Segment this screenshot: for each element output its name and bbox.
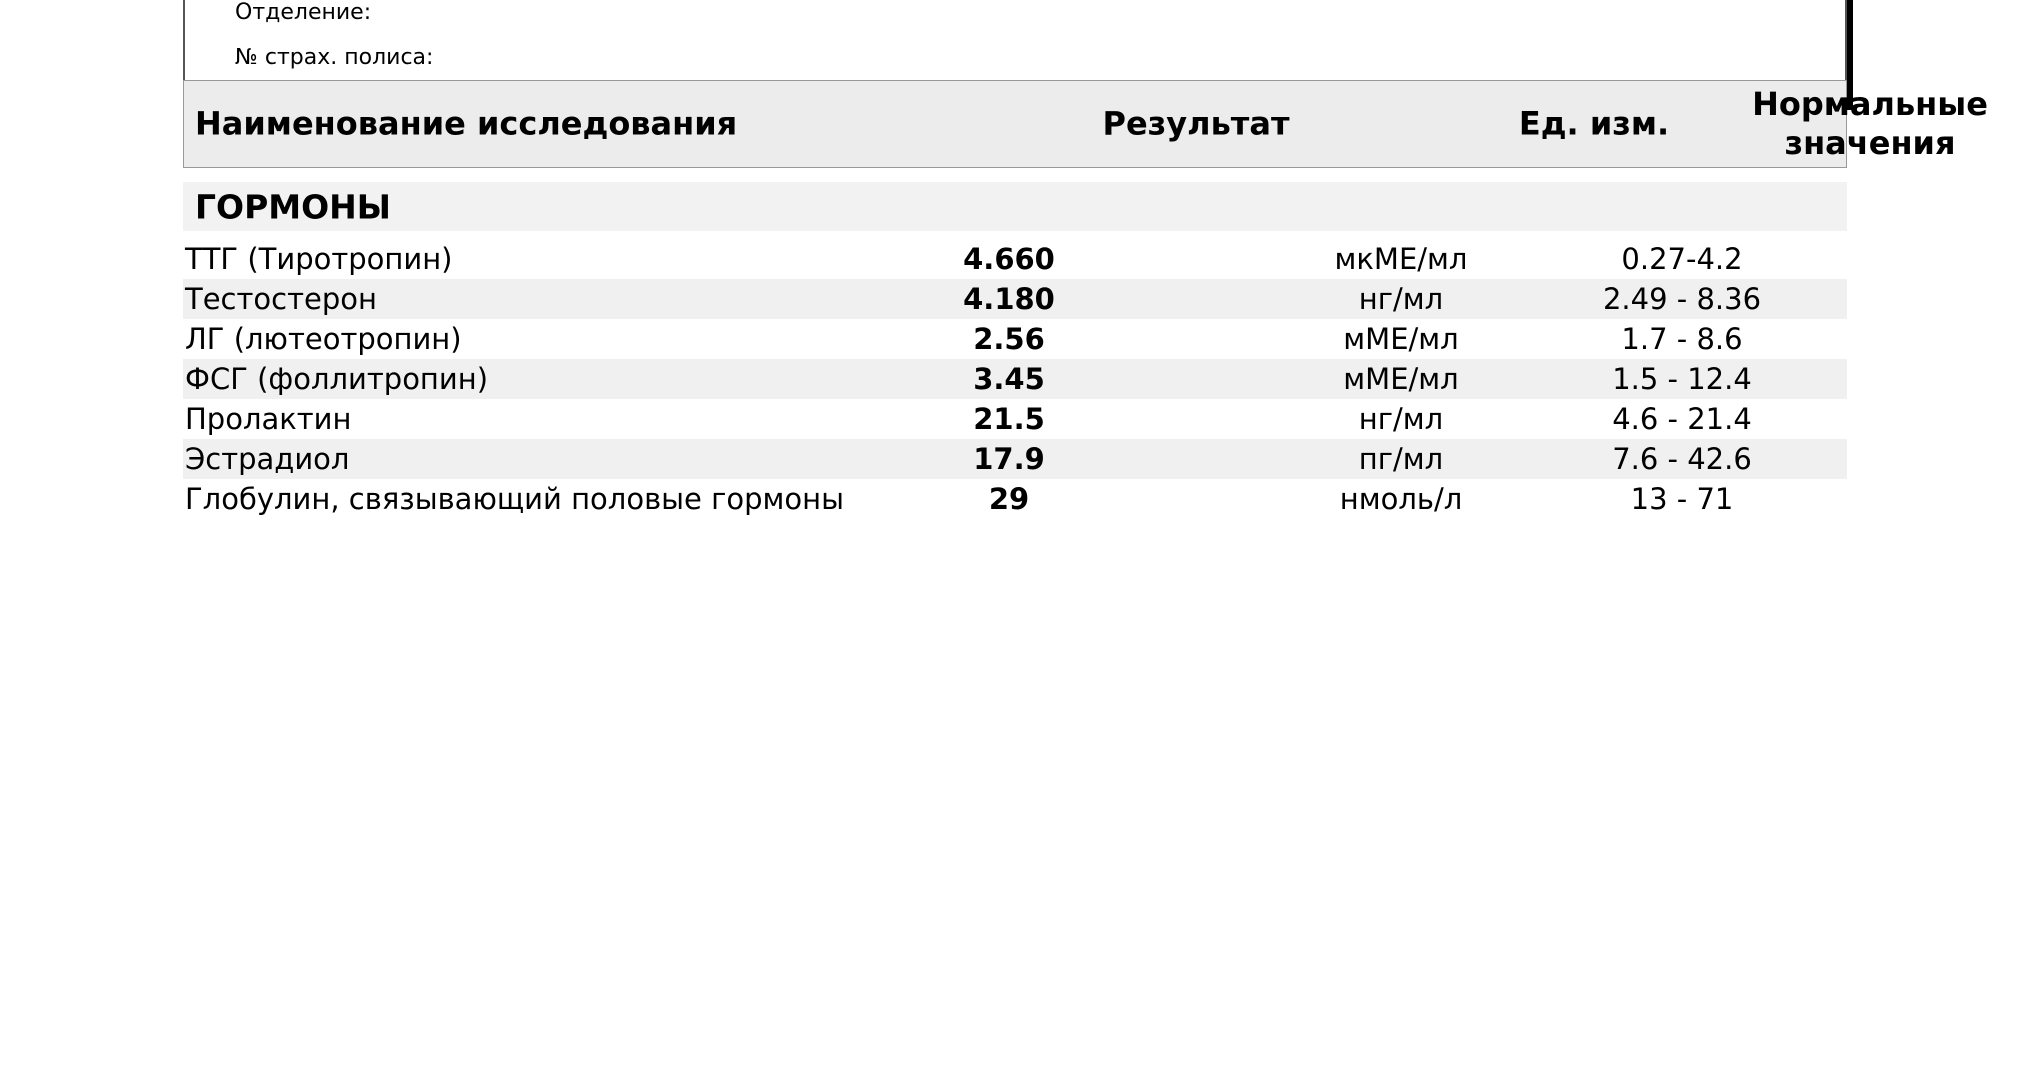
table-row (183, 439, 1847, 479)
row-test-name: Пролактин (185, 402, 352, 436)
row-unit: мкМЕ/мл (1334, 242, 1468, 276)
row-test-name: Глобулин, связывающий половые гормоны (185, 482, 844, 516)
row-test-name: Эстрадиол (185, 442, 350, 476)
row-result: 17.9 (973, 442, 1045, 476)
table-row (183, 479, 1847, 519)
results-table-body (183, 239, 1847, 519)
patient-info-box (183, 0, 1847, 88)
table-row (183, 399, 1847, 439)
row-test-name: ЛГ (лютеотропин) (185, 322, 462, 356)
row-test-name: ТТГ (Тиротропин) (185, 242, 453, 276)
row-normal-range: 7.6 - 42.6 (1612, 442, 1752, 476)
table-row (183, 359, 1847, 399)
row-unit: нг/мл (1358, 282, 1444, 316)
row-unit: мМЕ/мл (1343, 322, 1459, 356)
row-normal-range: 2.49 - 8.36 (1602, 282, 1762, 316)
header-normal-values: Нормальные значения (1752, 85, 1988, 162)
results-table-header (183, 80, 1988, 168)
department-label: Отделение: (235, 0, 372, 25)
row-test-name: ФСГ (фоллитропин) (185, 362, 489, 396)
row-unit: нмоль/л (1339, 482, 1463, 516)
section-hormones (183, 182, 1847, 231)
row-test-name: Тестостерон (185, 282, 377, 316)
row-normal-range: 4.6 - 21.4 (1612, 402, 1752, 436)
row-unit: нг/мл (1358, 402, 1444, 436)
row-result: 3.45 (973, 362, 1045, 396)
header-unit: Ед. изм. (1518, 104, 1670, 143)
row-normal-range: 1.7 - 8.6 (1621, 322, 1743, 356)
header-test-name: Наименование исследования (195, 104, 738, 143)
row-normal-range: 0.27-4.2 (1621, 242, 1743, 276)
row-result: 2.56 (973, 322, 1045, 356)
row-result: 4.180 (963, 282, 1055, 316)
section-title: ГОРМОНЫ (195, 187, 391, 226)
row-result: 21.5 (973, 402, 1045, 436)
table-row (183, 279, 1847, 319)
table-row (183, 239, 1847, 279)
table-row (183, 319, 1847, 359)
row-normal-range: 1.5 - 12.4 (1612, 362, 1752, 396)
row-result: 29 (988, 482, 1030, 516)
policy-label: № страх. полиса: (235, 45, 434, 70)
row-unit: мМЕ/мл (1343, 362, 1459, 396)
row-unit: пг/мл (1358, 442, 1444, 476)
header-result: Результат (1102, 104, 1290, 143)
row-normal-range: 13 - 71 (1630, 482, 1734, 516)
row-result: 4.660 (963, 242, 1055, 276)
